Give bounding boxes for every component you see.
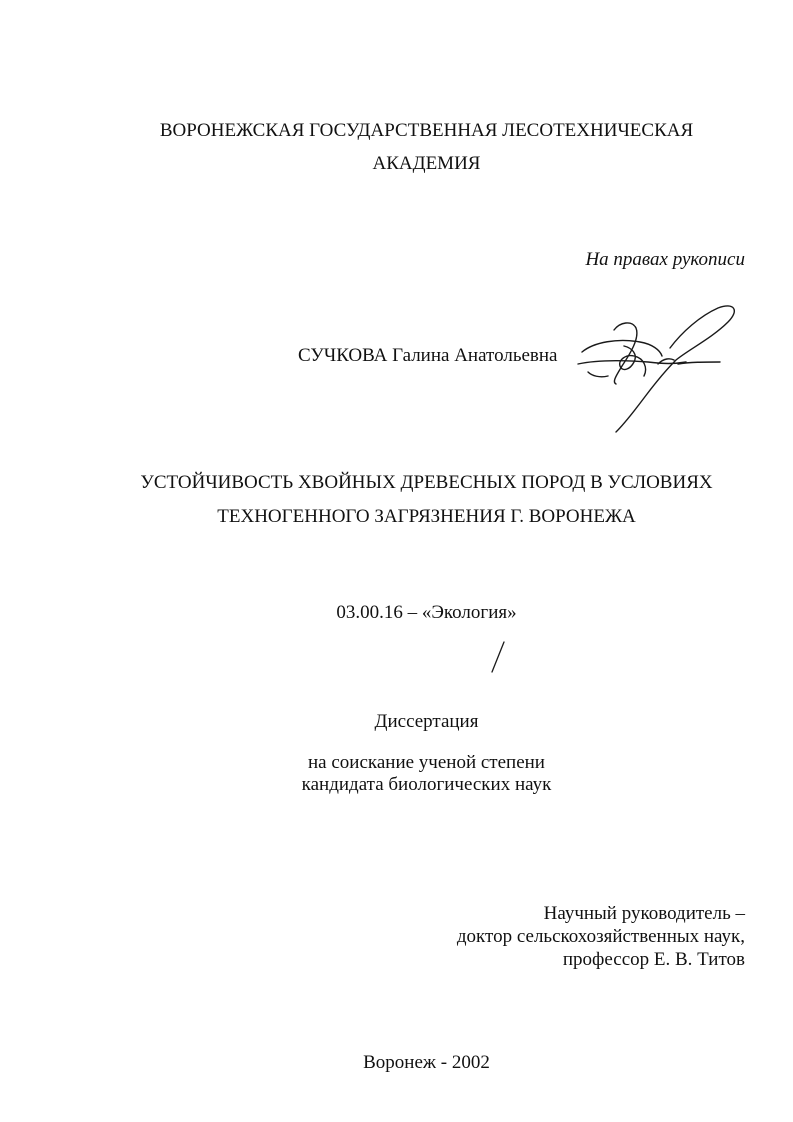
thesis-title-line-1: УСТОЙЧИВОСТЬ ХВОЙНЫХ ДРЕВЕСНЫХ ПОРОД В УСЛОВИЯХ (140, 472, 713, 493)
institution-line-2: АКАДЕМИЯ (372, 153, 481, 174)
signature-stroke (578, 361, 686, 364)
specialty-code: 03.00.16 – «Экология» (336, 602, 517, 623)
author-signature (574, 302, 750, 434)
signature-stroke (614, 323, 637, 384)
degree-line-1: на соискание ученой степени (308, 752, 545, 773)
signature-stroke (582, 340, 662, 356)
supervisor-name: профессор Е. В. Титов (562, 949, 745, 970)
signature-stroke (588, 372, 608, 377)
degree-line-2: кандидата биологических наук (301, 774, 552, 795)
work-type: Диссертация (374, 711, 479, 732)
pen-stroke-mark (488, 640, 508, 674)
rights-note: На правах рукописи (585, 249, 745, 270)
supervisor-role: Научный руководитель – (543, 903, 745, 924)
thesis-title-line-2: ТЕХНОГЕННОГО ЗАГРЯЗНЕНИЯ Г. ВОРОНЕЖА (217, 506, 636, 527)
institution-line-1: ВОРОНЕЖСКАЯ ГОСУДАРСТВЕННАЯ ЛЕСОТЕХНИЧЕСКАЯ (159, 120, 694, 141)
city-year: Воронеж - 2002 (363, 1052, 490, 1073)
author-name: СУЧКОВА Галина Анатольевна (298, 345, 558, 366)
supervisor-degree: доктор сельскохозяйственных наук, (456, 926, 745, 947)
